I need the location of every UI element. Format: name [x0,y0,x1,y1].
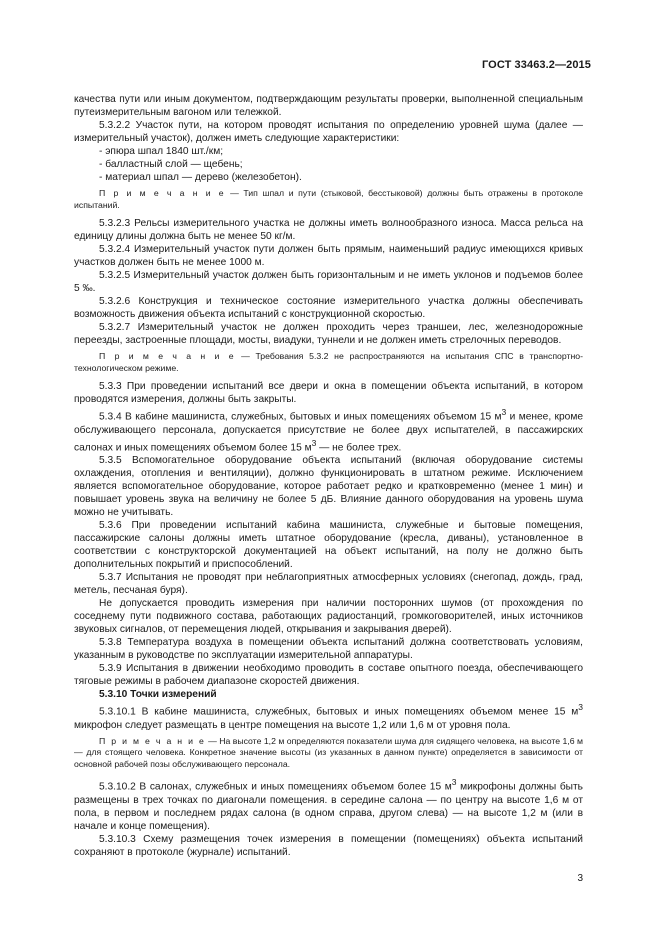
page-number: 3 [577,873,583,884]
document-body [74,93,583,859]
list-item: - балластный слой — щебень; [99,159,243,170]
paragraph: 5.3.2.2 Участок пути, на котором проводят испытания по определению уровней шума (далее — измерительный участок), должен иметь следующие характеристики: [74,120,583,144]
section-heading: 5.3.10 Точки измерений [99,689,217,701]
paragraph: 5.3.3 При проведении испытаний все двери и окна в помещении объекта испытаний, в котором проводятся измерения, должны быть закрыты. [74,381,583,406]
paragraph: 5.3.5 Вспомогательное оборудование объекта испытаний (включая оборудование системы охлаждения, отопления и вентиляции), должно функционировать в штатном режиме. Исключением является вспомогательное оборудование, которое работает редко и кратковременно (менее 1 мин) и повышает уровень звука на величину не более 5 дБ. Влияние данного оборудования на уровень шума можно не учитывать. [74,455,583,519]
paragraph: 5.3.2.7 Измерительный участок не должен проходить через траншеи, лес, железнодорожные переезды, застроенные площади, мосты, виадуки, туннели и не должен иметь стрелочных переводов. [74,322,583,347]
paragraph: 5.3.2.3 Рельсы измерительного участка не должны иметь волнообразного износа. Масса рельса на единицу длины должна быть не менее 50 кг/м. [74,218,583,243]
paragraph: 5.3.8 Температура воздуха в помещении объекта испытаний должна соответствовать условиям, указанным в руководстве по эксплуатации измерительной аппаратуры. [74,637,583,662]
note-label: П р и м е ч а н и е [99,735,206,746]
paragraph: 5.3.10.1 В кабине машиниста, служебных, бытовых и иных помещениях объемом менее 15 $м^3$ микрофон следует размещать в центре помещения на высоте 1,2 или 1,6 м от уровня пола. [74,702,583,731]
note-text: — На высоте 1,2 м определяются показатели шума для сидящего человека, на высоте 1,6 м — для стоящего человека. Конкретное значение высоты (из указанных в данном пункте) определяется в зависимости от основной рабочей позы обслуживающего персонала. [74,735,583,769]
note [74,736,583,771]
note [74,351,583,374]
note-label: П р и м е ч а н и е [99,188,226,198]
note-label: П р и м е ч а н и е [99,351,236,362]
note [74,188,583,211]
paragraph: качества пути или иным документом, подтверждающим результаты проверки, выполненной специальным путеизмерительным вагоном или тележкой. [74,94,583,118]
paragraph: 5.3.9 Испытания в движении необходимо проводить в составе опытного поезда, обеспечивающего тяговые режимы в рабочем диапазоне скоростей движения. [74,663,583,688]
paragraph: 5.3.6 При проведении испытаний кабина машиниста, служебные и бытовые помещения, пассажирские салоны должны иметь штатное оборудование (кресла, диваны), установленное в соответствии с конструкторской документацией на объект испытаний, на полу не должно быть дополнительных покрытий и приспособлений. [74,520,583,571]
note-text: — Требования 5.3.2 не распространяются на испытания СПС в транспортно-технологическом режиме. [74,351,583,373]
paragraph: 5.3.10.3 Схему размещения точек измерения в помещении (помещениях) объекта испытаний сохраняют в протоколе (журнале) испытаний. [74,833,583,858]
document-header: ГОСТ 33463.2—2015 [481,59,591,71]
list-item: - материал шпал — дерево (железобетон). [99,172,302,183]
paragraph: 5.3.10.2 В салонах, служебных и иных помещениях объемом более 15 $м^3$ микрофоны должны быть размещены в трех точках по диагонали помещения. в середине салона — по центру на высоте 1,6 м от пола, в первом и последнем рядах салона (в одном справа, другом слева) — на высоте 1,2 м (или в начале и конце помещения). [74,777,583,832]
paragraph: 5.3.2.6 Конструкция и техническое состояние измерительного участка должны обеспечивать возможность движения объекта испытаний с конструкционной скоростью. [74,296,583,321]
paragraph: 5.3.2.5 Измерительный участок должен быть горизонтальным и не иметь уклонов и подъемов более 5 ‰. [74,270,583,295]
paragraph: 5.3.7 Испытания не проводят при неблагоприятных атмосферных условиях (снегопад, дождь, град, метель, песчаная буря). [74,572,583,597]
list-item: - эпюра шпал 1840 шт./км; [99,146,224,157]
paragraph: 5.3.4 В кабине машиниста, служебных, бытовых и иных помещениях объемом 15 $м^3$ и менее, кроме обслуживающего персонала, допускается присутствие не более двух испытателей, в пассажирских салонах и иных помещениях объемом более 15 $м^3$ — не более трех. [74,407,583,454]
note-text: — Тип шпал и пути (стыковой, бесстыковой) должны быть отражены в протоколе испытаний. [74,188,583,210]
paragraph: 5.3.2.4 Измерительный участок пути должен быть прямым, наименьший радиус имеющихся кривых участков должен быть не менее 1000 м. [74,244,583,269]
paragraph: Не допускается проводить измерения при наличии посторонних шумов (от прохождения по соседнему пути подвижного состава, работающих радиостанций, громкоговорителей, иных источников звуковых сигналов, от перемещения людей, открывания и закрывания дверей). [74,598,583,636]
